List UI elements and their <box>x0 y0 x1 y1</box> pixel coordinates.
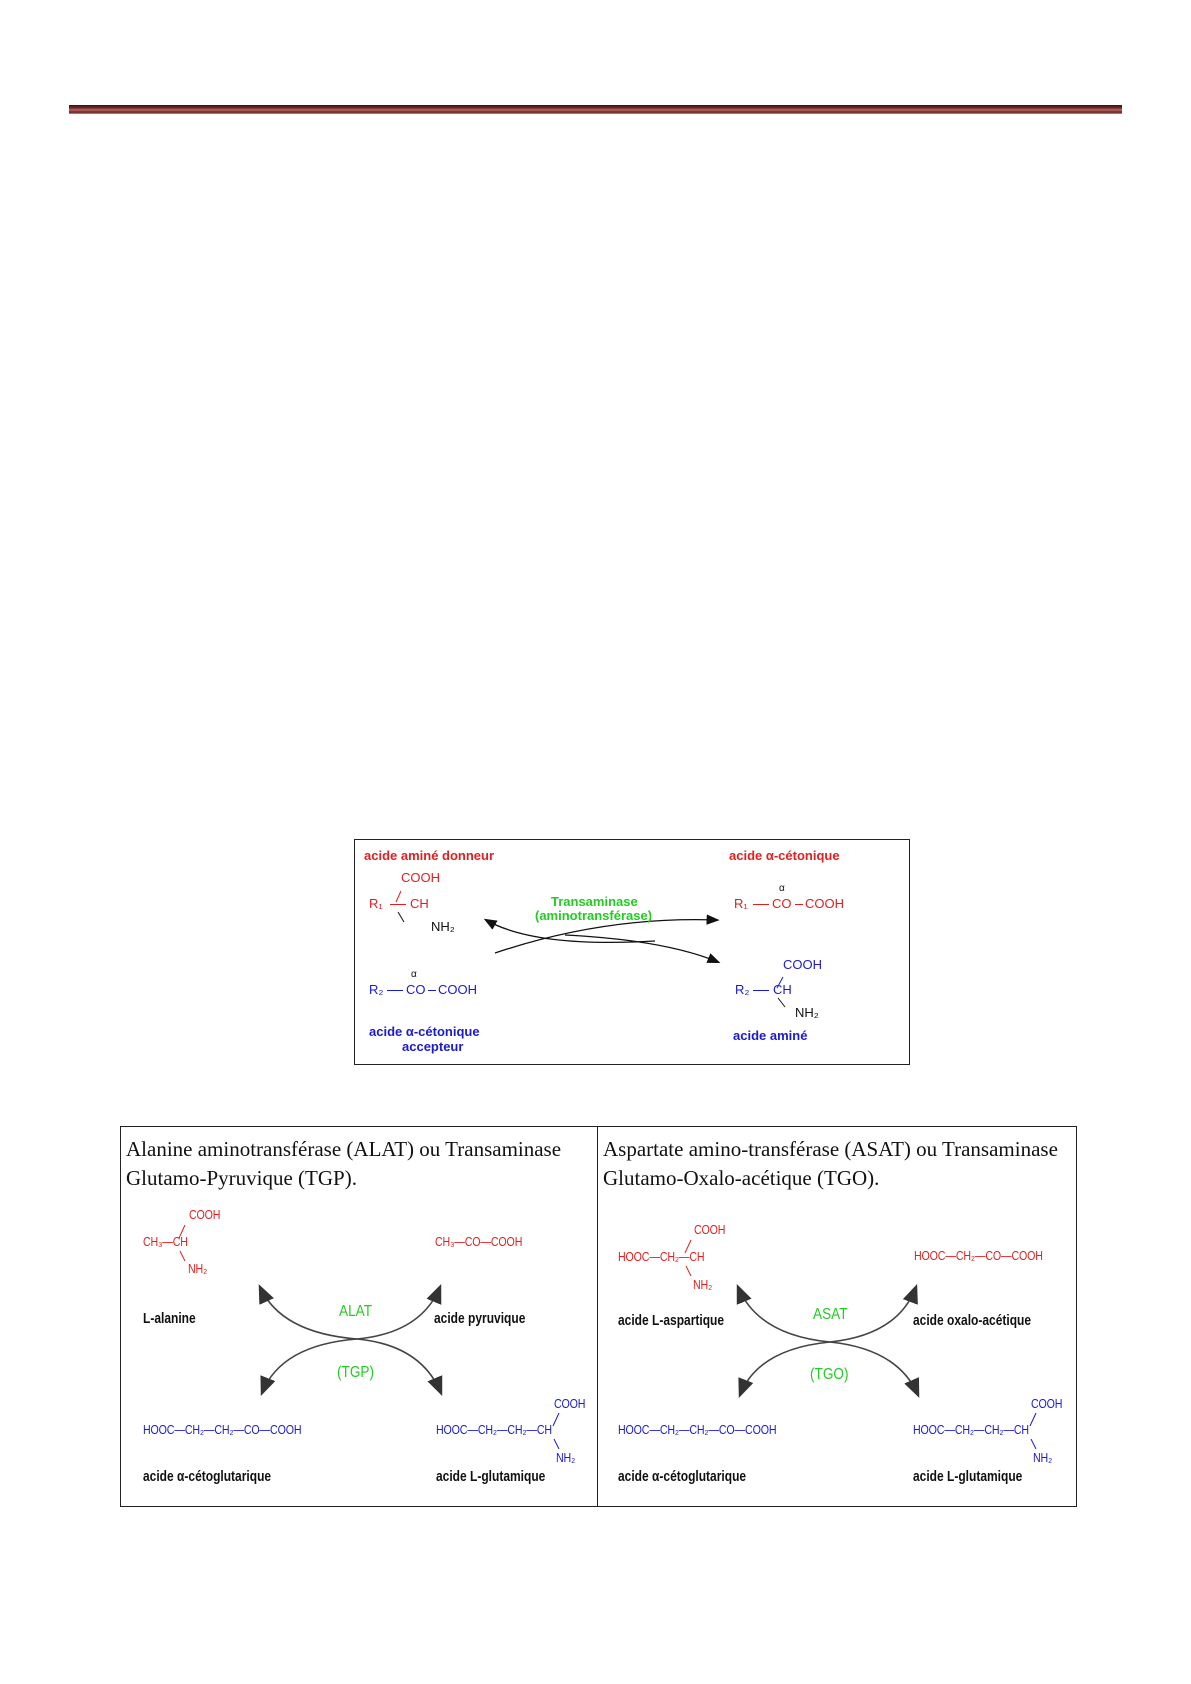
asat-glutamate-name: acide L-glutamique <box>913 1468 1023 1485</box>
asat-ketoglutarate-name: acide α-cétoglutarique <box>618 1468 747 1485</box>
asat-enzyme-label: ASAT <box>813 1306 848 1323</box>
alat-glutamate-bond-up <box>553 1413 559 1426</box>
acceptor-label-line1: acide α-cétonique <box>369 1024 480 1039</box>
donor-bond <box>390 904 406 905</box>
alat-panel <box>121 1127 598 1506</box>
acceptor-r2: R₂ <box>369 982 384 997</box>
amino-product-label: acide aminé <box>733 1028 808 1043</box>
donor-r1: R₁ <box>369 896 383 911</box>
donor-ch: CH <box>410 896 429 911</box>
alat-alanine-nh2: NH₂ <box>188 1261 208 1276</box>
asat-glutamate-cooh: COOH <box>1031 1396 1063 1411</box>
enzyme-name: Transaminase <box>551 894 638 909</box>
alat-glutamate-name: acide L-glutamique <box>436 1468 546 1485</box>
alat-enzyme-label: ALAT <box>339 1303 373 1320</box>
asat-glutamate-nh2: NH₂ <box>1033 1450 1053 1465</box>
asat-oxaloacetate-formula: HOOC—CH₂—CO—COOH <box>914 1248 1043 1263</box>
header-rule <box>69 105 1122 114</box>
asat-glutamate-bond-down <box>1031 1439 1036 1449</box>
donor-nh2: NH₂ <box>431 919 455 934</box>
keto-product-bond1 <box>753 904 769 905</box>
bond-donor-down <box>398 912 404 922</box>
donor-label: acide aminé donneur <box>364 848 495 863</box>
asat-aspartate-name: acide L-aspartique <box>618 1312 725 1329</box>
transaminase-table <box>120 1126 1077 1507</box>
asat-title: Aspartate amino-transférase (ASAT) ou Transaminase Glutamo-Oxalo-acétique (TGO). <box>603 1137 1058 1190</box>
alat-title: Alanine aminotransférase (ALAT) ou Transaminase Glutamo-Pyruvique (TGP). <box>126 1137 562 1190</box>
transamination-general-diagram <box>354 839 910 1065</box>
keto-product-alpha: α <box>779 883 785 894</box>
asat-ketoglutarate-formula: HOOC—CH₂—CH₂—CO—COOH <box>618 1422 777 1437</box>
keto-product-cooh: COOH <box>805 896 844 911</box>
alat-alanine-formula: CH₃—CH <box>143 1234 188 1249</box>
alat-alanine-bond-down <box>180 1251 185 1261</box>
asat-aspartate-cooh: COOH <box>694 1222 726 1237</box>
alat-glutamate-nh2: NH₂ <box>556 1450 576 1465</box>
bond-donor-up <box>396 891 401 902</box>
asat-aspartate-nh2: NH₂ <box>693 1277 713 1292</box>
acceptor-bond2 <box>428 990 436 991</box>
amino-product-r2: R₂ <box>735 982 750 997</box>
arrow-to-keto-product <box>495 920 717 953</box>
alat-glutamate-cooh: COOH <box>554 1396 586 1411</box>
asat-glutamate-bond-up <box>1030 1413 1036 1426</box>
alat-glutamate-bond-down <box>554 1439 559 1449</box>
alat-pyruvate-formula: CH₃—CO—COOH <box>435 1234 523 1249</box>
alat-enzyme-alt-label: (TGP) <box>337 1364 375 1381</box>
acceptor-label-line2: accepteur <box>402 1039 464 1054</box>
keto-product-label: acide α-cétonique <box>729 848 840 863</box>
enzyme-synonym: (aminotransférase) <box>535 908 653 923</box>
keto-product-co: CO <box>772 896 792 911</box>
alat-alanine-cooh: COOH <box>189 1207 221 1222</box>
arrow-to-amino-product <box>565 935 718 962</box>
donor-cooh: COOH <box>401 870 440 885</box>
asat-glutamate-formula: HOOC—CH₂—CH₂—CH <box>913 1422 1029 1437</box>
asat-panel <box>598 1127 1076 1506</box>
acceptor-co: CO <box>406 982 426 997</box>
amino-product-bond <box>753 990 769 991</box>
alat-pyruvate-name: acide pyruvique <box>434 1310 526 1327</box>
keto-product-r1: R₁ <box>734 896 748 911</box>
alat-ketoglutarate-formula: HOOC—CH₂—CH₂—CO—COOH <box>143 1422 302 1437</box>
alat-alanine-name: L-alanine <box>143 1310 196 1327</box>
asat-aspartate-bond-down <box>686 1266 691 1276</box>
asat-aspartate-formula: HOOC—CH₂—CH <box>618 1249 705 1264</box>
acceptor-bond1 <box>387 990 403 991</box>
amino-product-ch: CH <box>773 982 792 997</box>
alat-glutamate-formula: HOOC—CH₂—CH₂—CH <box>436 1422 552 1437</box>
bond-amino-down <box>778 998 785 1007</box>
keto-product-bond2 <box>795 904 803 905</box>
acceptor-cooh: COOH <box>438 982 477 997</box>
asat-oxaloacetate-name: acide oxalo-acétique <box>913 1312 1032 1329</box>
asat-enzyme-alt-label: (TGO) <box>810 1366 849 1383</box>
amino-product-cooh: COOH <box>783 957 822 972</box>
acceptor-alpha: α <box>411 969 417 980</box>
alat-ketoglutarate-name: acide α-cétoglutarique <box>143 1468 272 1485</box>
amino-product-nh2: NH₂ <box>795 1005 819 1020</box>
